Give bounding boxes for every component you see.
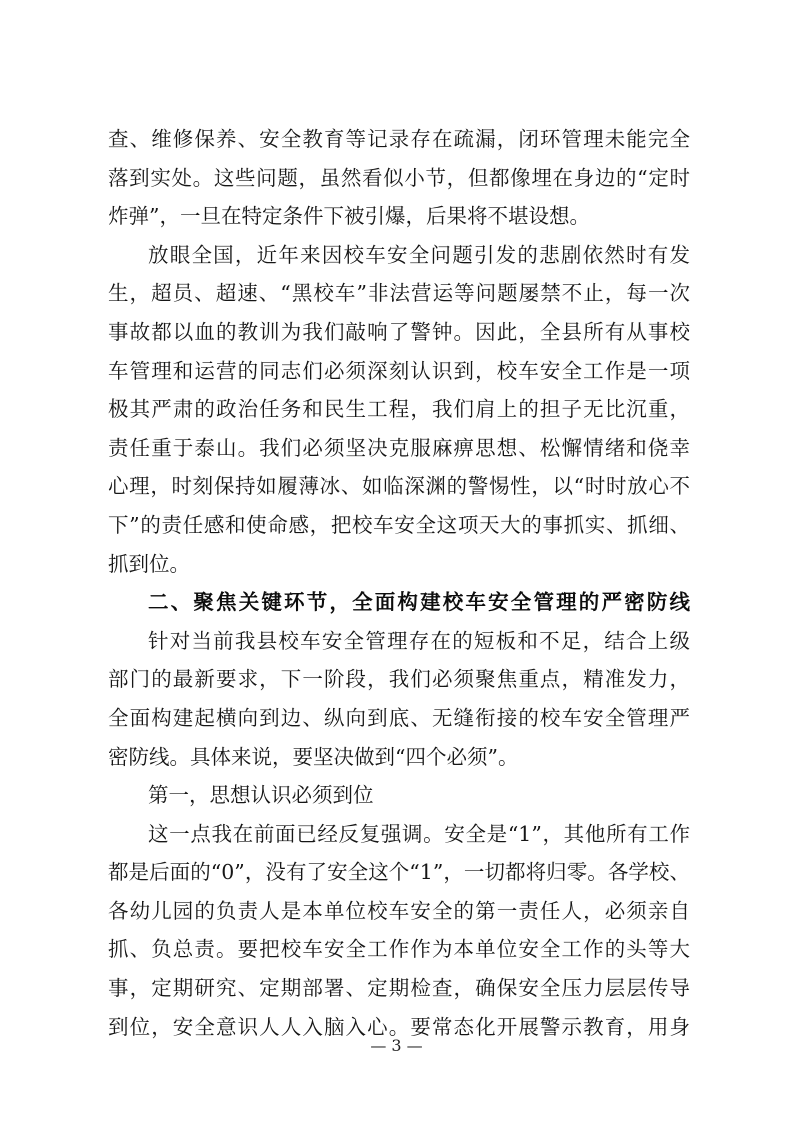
text-line: 事，定期研究、定期部署、定期检查，确保安全压力层层传导 <box>108 976 690 1001</box>
text-line: 责任重于泰山。我们必须坚决克服麻痹思想、松懈情绪和侥幸 <box>108 435 690 460</box>
text-line: 到位，安全意识人人入脑入心。要常态化开展警示教育，用身 <box>108 1014 690 1039</box>
text-line: 车管理和运营的同志们必须深刻认识到，校车安全工作是一项 <box>108 358 690 383</box>
text-line: 部门的最新要求，下一阶段，我们必须聚焦重点，精准发力， <box>108 667 690 692</box>
text-line: 极其严肃的政治任务和民生工程，我们肩上的担子无比沉重， <box>108 397 690 422</box>
text-line: 放眼全国，近年来因校车安全问题引发的悲剧依然时有发 <box>148 242 690 267</box>
text-line: 落到实处。这些问题，虽然看似小节，但都像埋在身边的“定时 <box>108 165 690 190</box>
page-number: — 3 — <box>370 1036 423 1055</box>
text-line: 针对当前我县校车安全管理存在的短板和不足，结合上级 <box>148 628 690 653</box>
text-line: 心理，时刻保持如履薄冰、如临深渊的警惕性，以“时时放心不 <box>108 474 690 499</box>
text-line: 查、维修保养、安全教育等记录存在疏漏，闭环管理未能完全 <box>108 127 690 151</box>
text-line: 生，超员、超速、“黑校车”非法营运等问题屡禁不止，每一次 <box>108 281 690 306</box>
section-heading: 二、聚焦关键环节，全面构建校车安全管理的严密防线 <box>148 590 690 615</box>
text-line: 这一点我在前面已经反复强调。安全是“1”，其他所有工作 <box>148 821 690 846</box>
text-line: 全面构建起横向到边、纵向到底、无缝衔接的校车安全管理严 <box>108 705 690 730</box>
text-line: 事故都以血的教训为我们敲响了警钟。因此，全县所有从事校 <box>108 319 690 344</box>
text-line: 第一，思想认识必须到位 <box>148 783 374 808</box>
text-line: 抓到位。 <box>108 551 190 576</box>
text-line: 炸弹”，一旦在特定条件下被引爆，后果将不堪设想。 <box>108 204 590 229</box>
document-body <box>108 120 690 1046</box>
text-line: 密防线。具体来说，要坚决做到“四个必须”。 <box>108 744 519 769</box>
text-line: 都是后面的“0”，没有了安全这个“1”，一切都将归零。各学校、 <box>108 860 690 885</box>
text-line: 抓、负总责。要把校车安全工作作为本单位安全工作的头等大 <box>108 937 690 962</box>
text-line: 下”的责任感和使命感，把校车安全这项天大的事抓实、抓细、 <box>108 512 690 537</box>
text-line: 各幼儿园的负责人是本单位校车安全的第一责任人，必须亲自 <box>108 898 690 923</box>
